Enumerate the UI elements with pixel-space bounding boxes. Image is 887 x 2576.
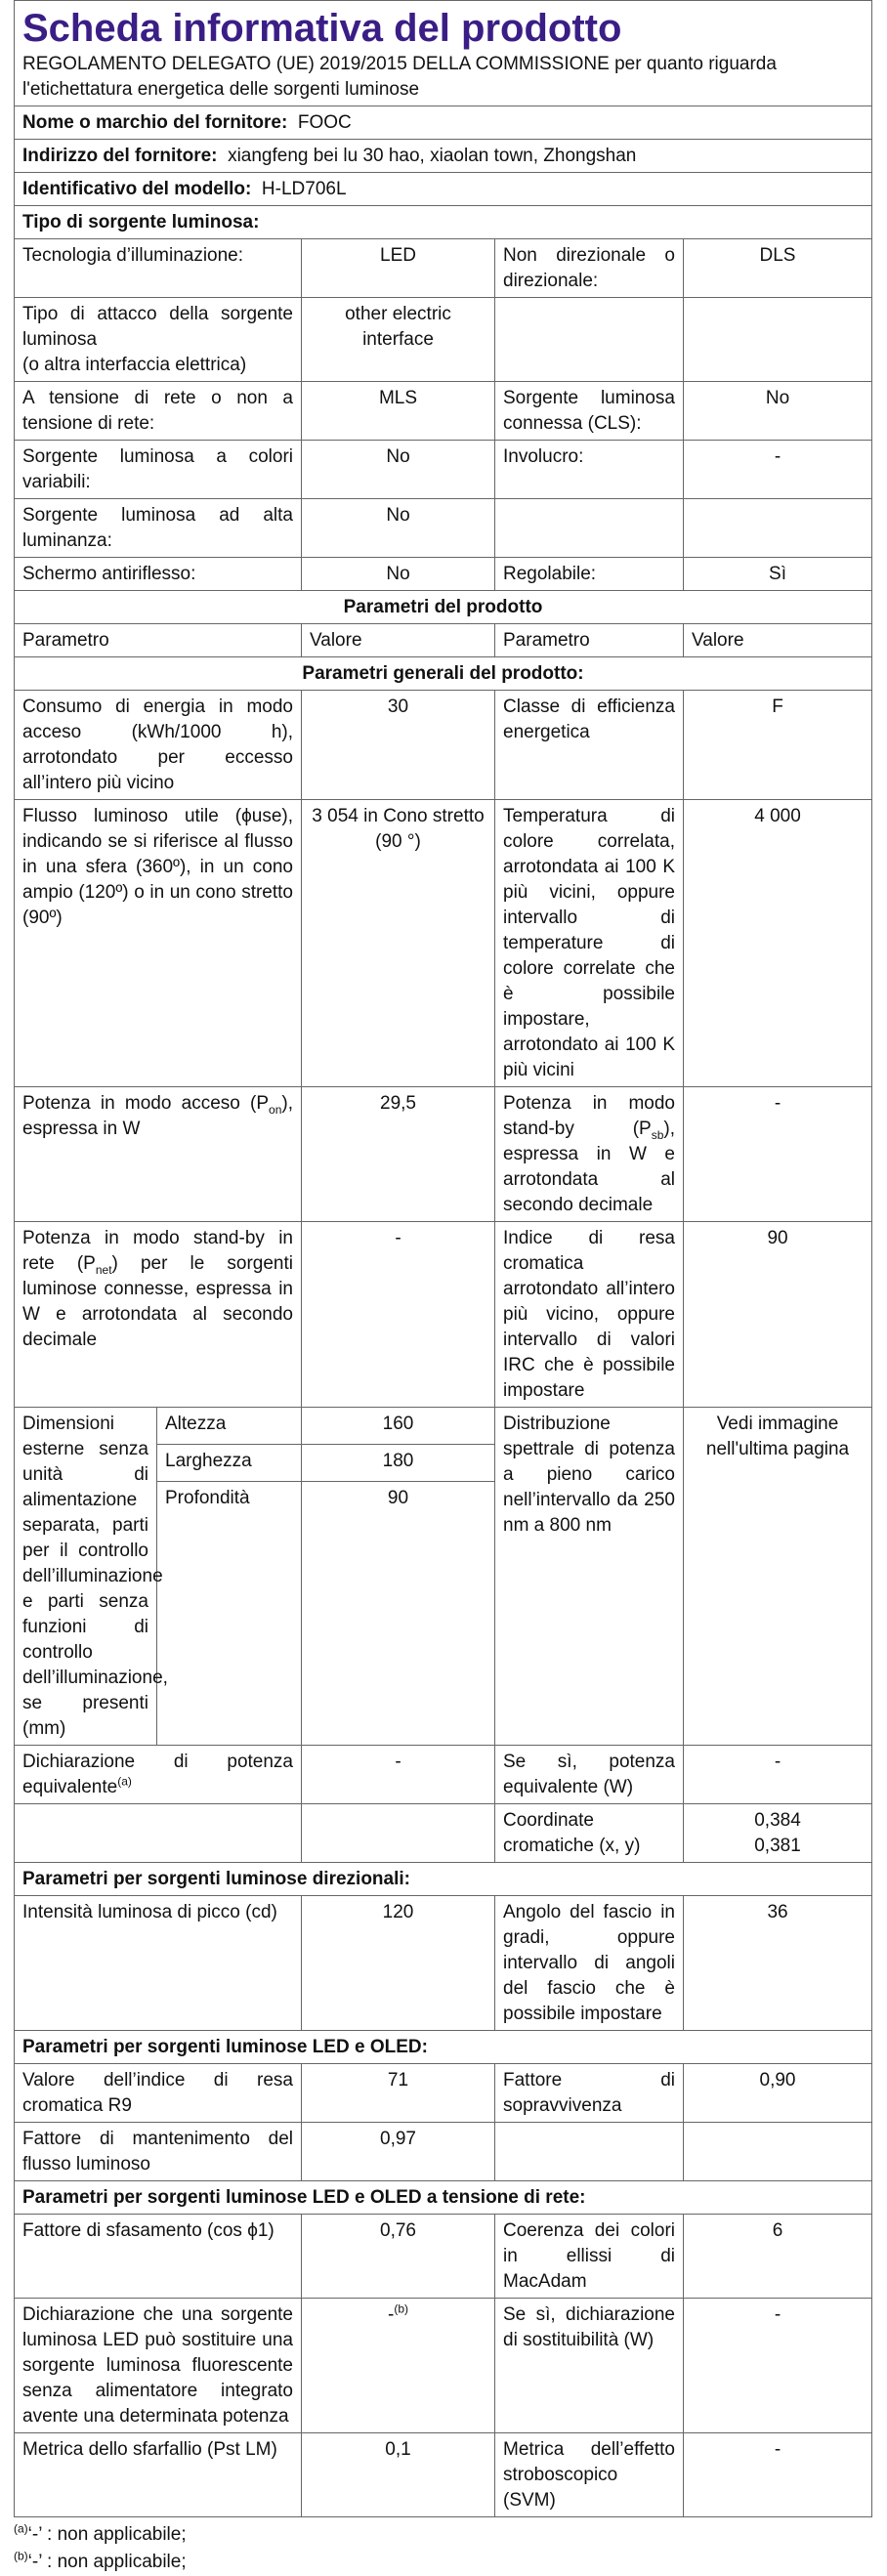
model-identifier-cell: [15, 173, 872, 206]
table-row: [15, 1896, 872, 2031]
pnet-sub: net: [95, 1262, 112, 1277]
on-mode-power-label: [15, 1087, 302, 1222]
product-information-sheet: [14, 0, 871, 2576]
depth-label: Profondità: [157, 1482, 302, 1746]
table-row: [15, 691, 872, 800]
directional-heading-row: [15, 1863, 872, 1896]
r9-label: Valore dell’indice di resa cromatica R9: [15, 2064, 302, 2123]
lighting-tech-label: Tecnologia d’illuminazione:: [15, 239, 302, 298]
cap-type-value: other electric interface: [302, 298, 495, 382]
model-identifier-value: H-LD706L: [261, 179, 347, 199]
replacement-power-value: -: [684, 2299, 872, 2433]
high-luminance-value: No: [302, 499, 495, 558]
replacement-claim-label: Dichiarazione che una sorgente luminosa LED può sostituire una sorgente luminosa fluorescente senza alimentatore integrato avente una determinata potenza: [15, 2299, 302, 2433]
empty-cell: [495, 298, 684, 382]
table-row: [15, 499, 872, 558]
chromaticity-y: 0,381: [754, 1836, 801, 1856]
high-luminance-label: Sorgente luminosa ad alta luminanza:: [15, 499, 302, 558]
chromaticity-x: 0,384: [754, 1810, 801, 1831]
connected-label: Sorgente luminosa connessa (CLS):: [495, 382, 684, 441]
flicker-metric-value: 0,1: [302, 2433, 495, 2517]
model-identifier-label: Identificativo del modello:: [22, 179, 252, 199]
equivalent-power-claim-label: Dichiarazione di potenza equivalente: [22, 1752, 293, 1797]
general-params-heading: Parametri generali del prodotto:: [15, 657, 872, 691]
height-label: Altezza: [157, 1408, 302, 1445]
envelope-label: Involucro:: [495, 441, 684, 499]
supplier-name-cell: [15, 106, 872, 140]
efficiency-label: Classe di efficienza energetica: [495, 691, 684, 800]
cap-type-label-2: (o altra interfaccia elettrica): [22, 355, 247, 375]
anti-glare-value: No: [302, 558, 495, 591]
footnote-ref-a: (a): [117, 1774, 132, 1789]
title-cell: [15, 1, 872, 106]
empty-cell: [495, 499, 684, 558]
table-row: [15, 2299, 872, 2433]
anti-glare-label: Schermo antiriflesso:: [15, 558, 302, 591]
page-title: Scheda informativa del prodotto: [22, 7, 622, 50]
table-row: [15, 1804, 872, 1863]
network-standby-label: [15, 1222, 302, 1408]
peak-intensity-label: Intensità luminosa di picco (cd): [15, 1896, 302, 2031]
cap-type-cell: [15, 298, 302, 382]
footnote-b: [14, 2549, 871, 2576]
flicker-metric-label: Metrica dello sfarfallio (Pst LM): [15, 2433, 302, 2517]
efficiency-value: F: [684, 691, 872, 800]
equivalent-power-label: Se sì, potenza equivalente (W): [495, 1746, 684, 1804]
energy-value: 30: [302, 691, 495, 800]
directional-label: Non direzionale o direzionale:: [495, 239, 684, 298]
product-params-heading-row: [15, 591, 872, 624]
supplier-address-row: [15, 140, 872, 173]
mains-label: A tensione di rete o non a tensione di rete:: [15, 382, 302, 441]
col-param-header: Parametro: [15, 624, 302, 657]
standby-power-label: [495, 1087, 684, 1222]
table-row: [15, 1087, 872, 1222]
footnote-a-mark: (a): [14, 2521, 28, 2536]
dimmable-label: Regolabile:: [495, 558, 684, 591]
supplier-address-value: xiangfeng bei lu 30 hao, xiaolan town, Zhongshan: [228, 146, 637, 166]
equivalent-power-value: -: [684, 1746, 872, 1804]
chromaticity-label: Coordinate cromatiche (x, y): [495, 1804, 684, 1863]
source-type-heading: Tipo di sorgente luminosa:: [15, 206, 872, 239]
psb-label-pre: Potenza in modo stand-by (P: [503, 1093, 675, 1139]
table-row: [15, 382, 872, 441]
cri-label: Indice di resa cromatica arrotondato all’intero più vicino, oppure intervallo di valori IRC che è possibile impostare: [495, 1222, 684, 1408]
mains-value: MLS: [302, 382, 495, 441]
displacement-factor-label: Fattore di sfasamento (cos ϕ1): [15, 2215, 302, 2299]
led-oled-heading-row: [15, 2031, 872, 2064]
table-row: [15, 558, 872, 591]
col-value-header: Valore: [302, 624, 495, 657]
replacement-claim-cell: [302, 2299, 495, 2433]
depth-value: 90: [302, 1482, 495, 1746]
displacement-factor-value: 0,76: [302, 2215, 495, 2299]
supplier-name-value: FOOC: [297, 112, 352, 133]
title-row: [15, 1, 872, 106]
energy-label: Consumo di energia in modo acceso (kWh/1000 h), arrotondato per eccesso all’intero più vicino: [15, 691, 302, 800]
dimensions-label: Dimensioni esterne senza unità di alimentazione separata, parti per il controllo dell’illuminazione e parti senza funzioni di controllo dell’illuminazione, se presenti (mm): [15, 1408, 157, 1746]
macadam-value: 6: [684, 2215, 872, 2299]
table-row: [15, 800, 872, 1087]
empty-cell: [684, 298, 872, 382]
network-standby-value: -: [302, 1222, 495, 1408]
led-oled-heading: Parametri per sorgenti luminose LED e OLED:: [15, 2031, 872, 2064]
footnote-b-mark: (b): [14, 2549, 28, 2563]
empty-cell: [684, 2123, 872, 2181]
on-mode-power-value: 29,5: [302, 1087, 495, 1222]
equivalent-power-claim-value: -: [302, 1746, 495, 1804]
general-params-heading-row: [15, 657, 872, 691]
pon-label-post: ), espressa in W: [22, 1093, 293, 1139]
dimmable-value: Sì: [684, 558, 872, 591]
stroboscopic-metric-label: Metrica dell’effetto stroboscopico (SVM): [495, 2433, 684, 2517]
spd-value: Vedi immagine nell'ultima pagina: [684, 1408, 872, 1746]
footnote-a: [14, 2521, 871, 2549]
width-label: Larghezza: [157, 1445, 302, 1482]
cct-label: Temperatura di colore correlata, arrotondata ai 100 K più vicini, oppure intervallo di temperature di colore correlate che è possibile impostare, arrotondato ai 100 K più vicini: [495, 800, 684, 1087]
spd-label: Distribuzione spettrale di potenza a pieno carico nell’intervallo da 250 nm a 800 nm: [495, 1408, 684, 1746]
empty-cell: [302, 1804, 495, 1863]
colour-tunable-label: Sorgente luminosa a colori variabili:: [15, 441, 302, 499]
footnotes: [14, 2521, 871, 2576]
model-identifier-row: [15, 173, 872, 206]
psb-label-post: ), espressa in W e arrotondata al secondo decimale: [503, 1119, 675, 1215]
empty-cell: [684, 499, 872, 558]
directional-heading: Parametri per sorgenti luminose direzionali:: [15, 1863, 872, 1896]
product-params-heading: Parametri del prodotto: [15, 591, 872, 624]
lighting-tech-value: LED: [302, 239, 495, 298]
envelope-value: -: [684, 441, 872, 499]
colour-tunable-value: No: [302, 441, 495, 499]
beam-angle-value: 36: [684, 1896, 872, 2031]
table-row: [15, 2064, 872, 2123]
replacement-power-label: Se sì, dichiarazione di sostituibilità (W): [495, 2299, 684, 2433]
standby-power-value: -: [684, 1087, 872, 1222]
table-row: [15, 2215, 872, 2299]
height-value: 160: [302, 1408, 495, 1445]
chromaticity-value: [684, 1804, 872, 1863]
cri-value: 90: [684, 1222, 872, 1408]
width-value: 180: [302, 1445, 495, 1482]
footnote-b-text: ‘-’ : non applicabile;: [27, 2552, 187, 2572]
supplier-name-row: [15, 106, 872, 140]
footnote-ref-b: (b): [394, 2302, 408, 2316]
supplier-name-label: Nome o marchio del fornitore:: [22, 112, 288, 133]
table-row: [15, 441, 872, 499]
pnet-label-post: ) per le sorgenti luminose connesse, espressa in W e arrotondata al secondo decimale: [22, 1253, 293, 1350]
table-row: [15, 298, 872, 382]
table-row: [15, 1746, 872, 1804]
supplier-address-label: Indirizzo del fornitore:: [22, 146, 218, 166]
replacement-claim-value: -: [388, 2304, 395, 2325]
empty-cell: [495, 2123, 684, 2181]
col-value-header-2: Valore: [684, 624, 872, 657]
table-row: [15, 1408, 872, 1445]
flux-value: 3 054 in Cono stretto (90 °): [302, 800, 495, 1087]
led-mains-heading: Parametri per sorgenti luminose LED e OLED a tensione di rete:: [15, 2181, 872, 2215]
empty-cell: [15, 1804, 302, 1863]
supplier-address-cell: [15, 140, 872, 173]
pnet-label-pre: Potenza in modo stand-by in rete (P: [22, 1228, 293, 1274]
directional-value: DLS: [684, 239, 872, 298]
cct-value: 4 000: [684, 800, 872, 1087]
cap-type-label: Tipo di attacco della sorgente luminosa: [22, 304, 293, 350]
macadam-label: Coerenza dei colori in ellissi di MacAdam: [495, 2215, 684, 2299]
flux-label: Flusso luminoso utile (ϕuse), indicando se si riferisce al flusso in una sfera (360º), in un cono ampio (120º) o in un cono stretto (90º): [15, 800, 302, 1087]
source-type-heading-row: [15, 206, 872, 239]
table-row: [15, 1222, 872, 1408]
column-header-row: [15, 624, 872, 657]
lumen-maintenance-value: 0,97: [302, 2123, 495, 2181]
pon-label-pre: Potenza in modo acceso (P: [22, 1093, 270, 1114]
product-sheet-table: [14, 0, 872, 2517]
survival-factor-value: 0,90: [684, 2064, 872, 2123]
regulation-subtitle: REGOLAMENTO DELEGATO (UE) 2019/2015 DELLA COMMISSIONE per quanto riguarda l'etichettatura energetica delle sorgenti luminose: [22, 54, 777, 100]
equivalent-power-claim-cell: [15, 1746, 302, 1804]
lumen-maintenance-label: Fattore di mantenimento del flusso luminoso: [15, 2123, 302, 2181]
led-mains-heading-row: [15, 2181, 872, 2215]
peak-intensity-value: 120: [302, 1896, 495, 2031]
connected-value: No: [684, 382, 872, 441]
footnote-a-text: ‘-’ : non applicabile;: [27, 2524, 187, 2545]
r9-value: 71: [302, 2064, 495, 2123]
table-row: [15, 2123, 872, 2181]
col-param-header-2: Parametro: [495, 624, 684, 657]
pon-sub: on: [269, 1102, 282, 1117]
stroboscopic-metric-value: -: [684, 2433, 872, 2517]
table-row: [15, 2433, 872, 2517]
survival-factor-label: Fattore di sopravvivenza: [495, 2064, 684, 2123]
beam-angle-label: Angolo del fascio in gradi, oppure intervallo di angoli del fascio che è possibile impostare: [495, 1896, 684, 2031]
table-row: [15, 239, 872, 298]
psb-sub: sb: [651, 1127, 664, 1142]
